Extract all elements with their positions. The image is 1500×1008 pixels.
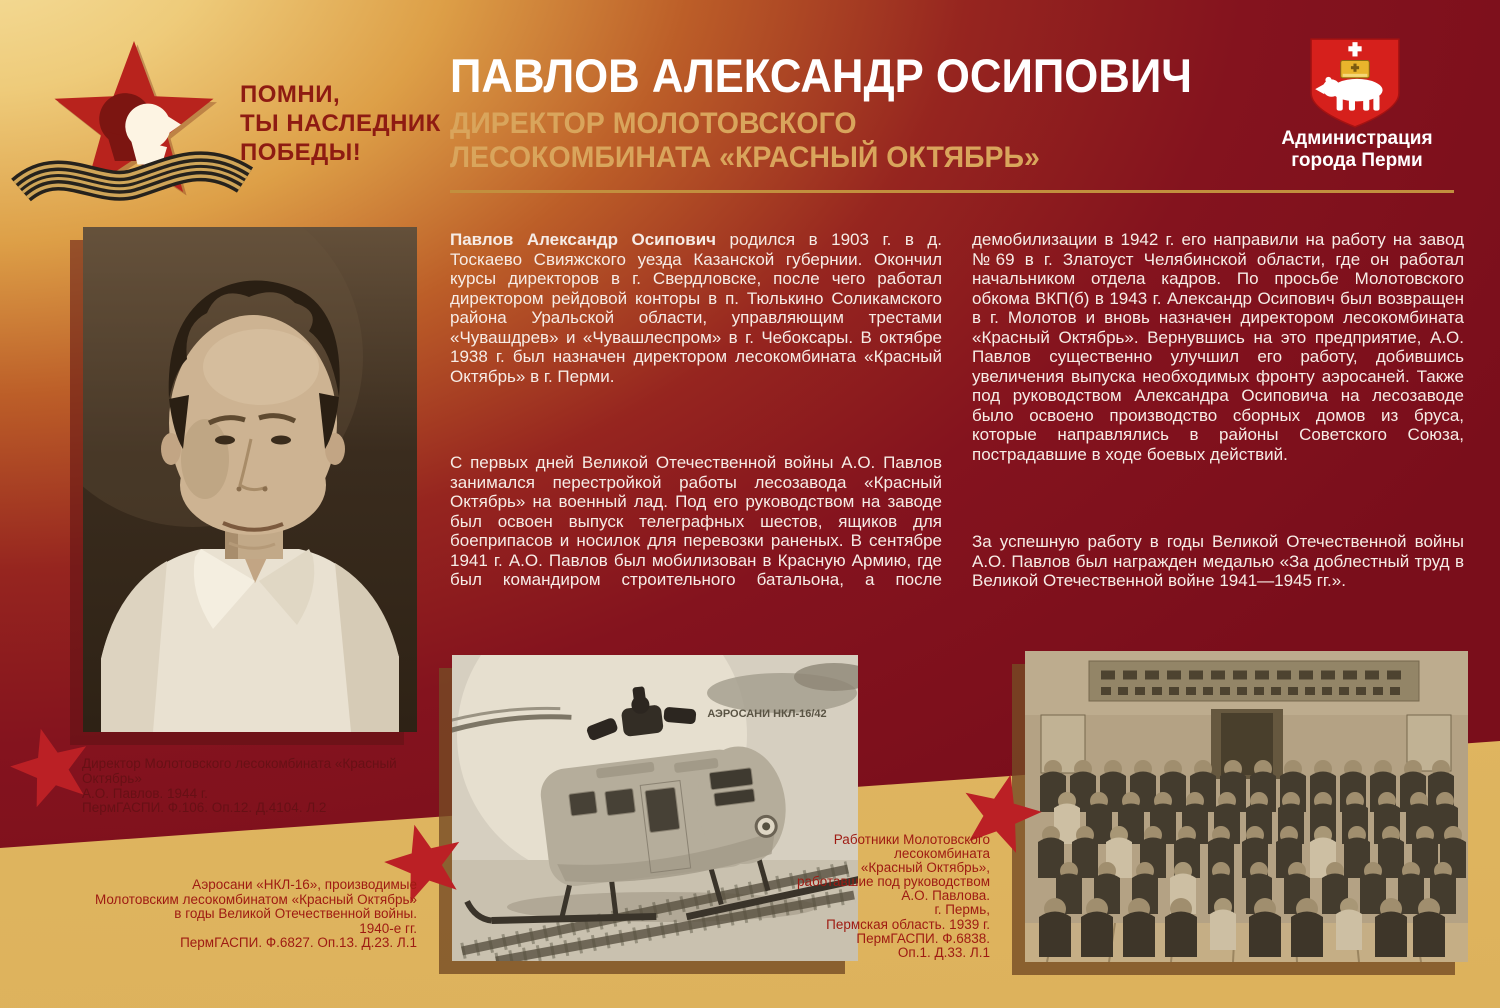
administration-line: Администрация [1281,128,1433,149]
caption-line: ПермГАСПИ. Ф.6827. Оп.13. Д.23. Л.1 [180,935,417,951]
caption-line: лесокомбината [894,846,990,862]
slogan-line: ТЫ НАСЛЕДНИК [240,110,441,137]
header-divider [450,190,1454,193]
photo-inscription: АЭРОСАНИ НКЛ-16/42 [707,708,827,720]
caption-line: в годы Великой Отечественной войны. [174,906,417,922]
portrait-illustration [83,227,417,732]
slogan-line: ПОБЕДЫ! [240,139,362,166]
page-subtitle-line2: ЛЕСОКОМБИНАТА «КРАСНЫЙ ОКТЯБРЬ» [450,141,1040,174]
gospel-book-icon [1341,61,1370,78]
slogan [240,80,470,167]
bio-paragraph-1 [450,230,942,386]
group-photo-caption [720,833,990,960]
st-george-ribbon-icon [21,166,245,190]
person-name-lead: Павлов Александр Осипович [450,230,717,249]
group-photo-illustration [1025,651,1468,962]
caption-line: работавшие под руководством [797,874,990,890]
bio-paragraph-2: С первых дней Великой Отечественной войны А.О. Павлов занимался перестройкой работы лесозавода «Красный Октябрь» на военный лад. Под его руководством на заводе был освоен выпуск телеграфных шестов, ящиков для боеприпасов и носилок для перевозки раненых. В сентябре 1941 г. А.О. Павлов был мобилизован в Красную Армию, где был командиром строительного батальона, а после [450,453,942,589]
perm-coat-of-arms-icon [1306,36,1404,130]
caption-line: ПермГАСПИ. Ф.6838. [856,930,990,946]
victory-star-emblem-icon [5,8,260,218]
workers-group-photo [1025,651,1468,962]
aerosled-caption [37,878,417,951]
caption-line: 1940-е гг. [359,920,417,936]
caption-line: Молотовским лесокомбинатом «Красный Октябрь» [94,891,417,907]
caption-line: А.О. Павлов. 1944 г. [82,785,208,801]
caption-line: Директор Молотовского лесокомбината «Красный Октябрь» [82,756,397,786]
bio-paragraph-1-text: родился в 1903 г. в д. Тоскаево Свияжского уезда Казанской губернии. Окончил курсы директоров в г. Свердловске, после чего работал директором рейдовой конторы в п. Тюлькино Соликамского района Уральской области, управляющим трестами «Чувашдрев» и «Чувашлеспром» в г. Чебоксары. В октябре 1938 г. был назначен директором лесокомбината «Красный Октябрь» в г. Перми. [450,230,942,386]
page-subtitle-line1: ДИРЕКТОР МОЛОТОВСКОГО [450,107,857,140]
caption-line: Пермская область. 1939 г. [826,916,990,932]
caption-line: г. Пермь, [934,902,990,918]
caption-line: А.О. Павлова. [901,888,990,904]
portrait-caption [82,757,432,816]
caption-line: ПермГАСПИ. Ф.106. Оп.12. Д.4104. Л.2 [82,800,327,816]
bio-paragraph-3: демобилизации в 1942 г. его направили на работу на завод №69 в г. Златоуст Челябинской области, где он работал начальником отдела кадров. По просьбе Молотовского обкома ВКП(б) в 1943 г. Александр Осипович был возвращен в г. Молотов и вновь назначен директором лесокомбината «Красный Октябрь». Вернувшись на это предприятие, А.О. Павлов существенно улучшил его работу, добившись увеличения выпуска необходимых фронту аэросаней. Также под руководством Александра Осиповича на лесозаводе было освоено производство сборных домов из бруса, которые направлялись в районы Советского Союза, пострадавшие в ходе боевых действий. [972,230,1464,464]
slogan-line: ПОМНИ, [240,81,341,108]
caption-line: Работники Молотовского [833,832,990,847]
page-title: ПАВЛОВ АЛЕКСАНДР ОСИПОВИЧ [450,49,1193,102]
portrait-photo [83,227,417,732]
caption-line: Оп.1. Д.33. Л.1 [897,944,990,960]
caption-line: «Красный Октябрь», [860,860,990,876]
administration-caption [1262,128,1452,172]
bio-paragraph-4: За успешную работу в годы Великой Отечественной войны А.О. Павлов был награжден медалью «За доблестный труд в Великой Отечественной войне 1941—1945 гг.». [972,532,1464,590]
administration-line: города Перми [1291,150,1423,171]
caption-line: Аэросани «НКЛ-16», производимые [192,877,417,892]
